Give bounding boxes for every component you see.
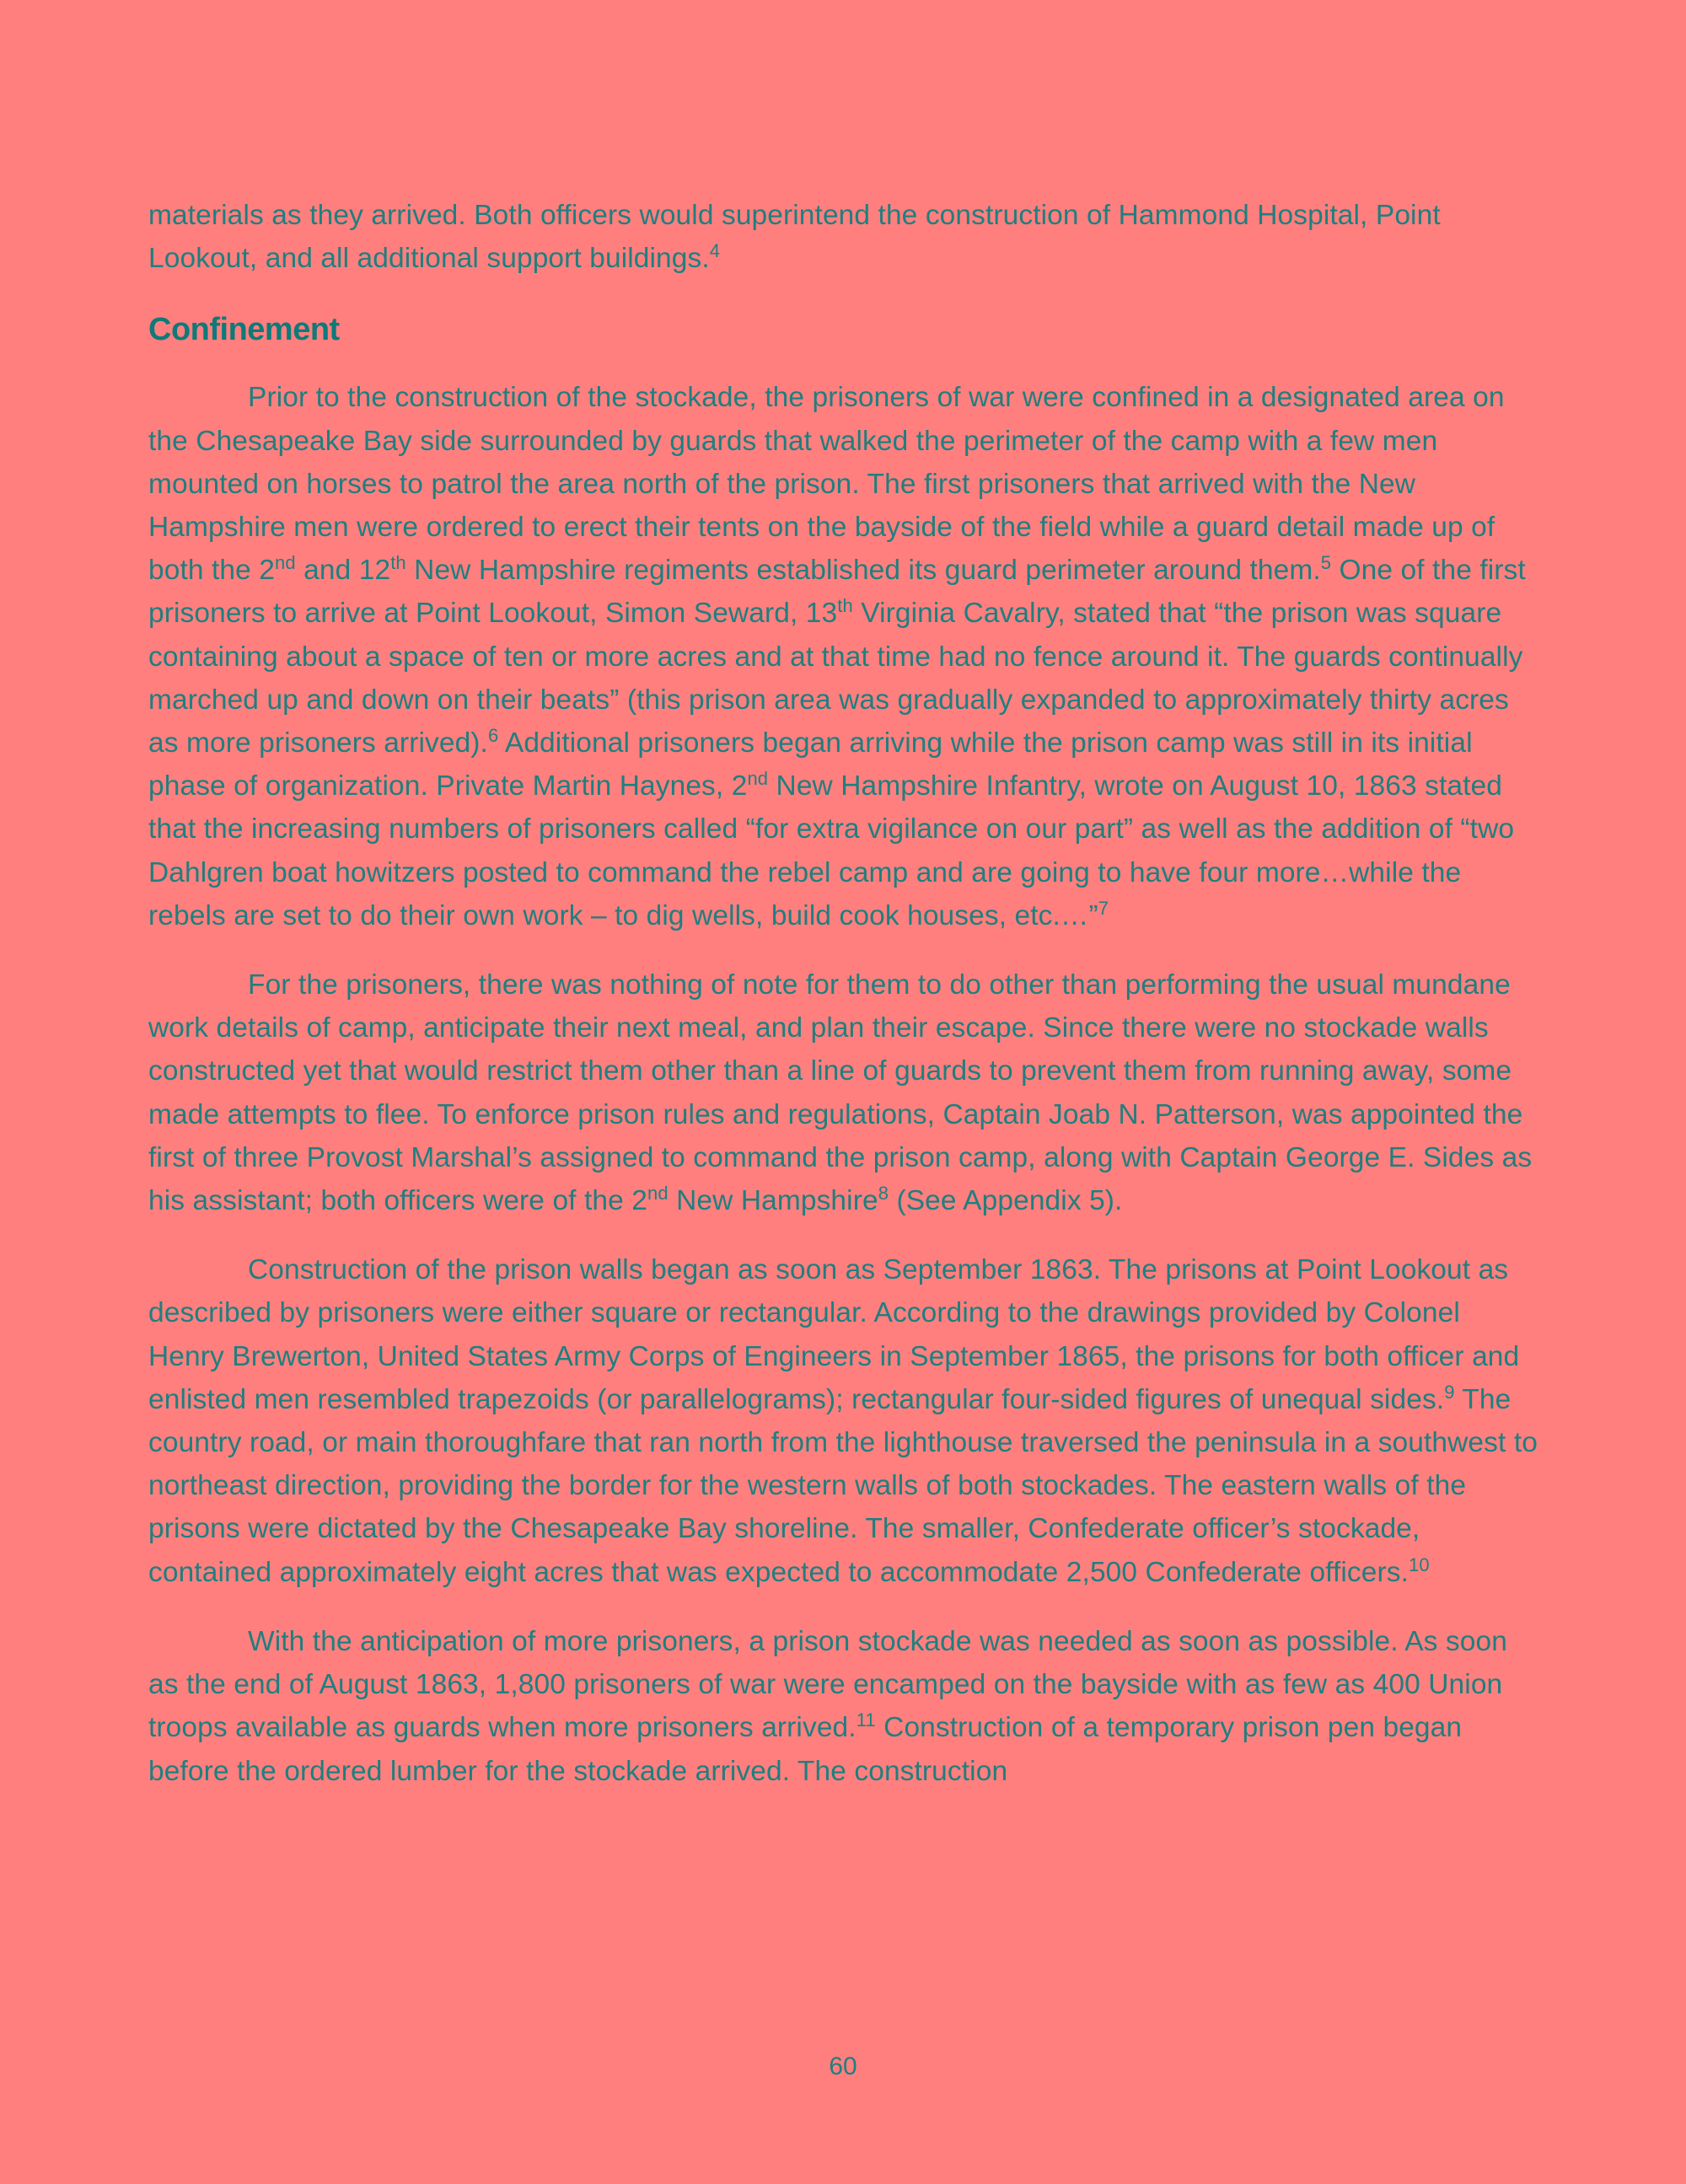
- p1-text-5: Virginia Cavalry, stated that “the prison was square containing about a space of ten or more acres and at that time had no fence around it. The guards continually marched up and down on their beats” (this prison area was gradually expanded to approximately thirty acres as more prisoners arrived).: [148, 598, 1523, 759]
- document-page: [148, 194, 1541, 1793]
- footnote-6: 6: [487, 725, 499, 747]
- p2-ordinal-nd: nd: [647, 1183, 668, 1205]
- p1-text-7: New Hampshire Infantry, wrote on August 10, 1863 stated that the increasing numbers of prisoners called “for extra vigilance on our part” as well as the addition of “two Dahlgren boat howitzers posted to command the rebel camp and are going to have four more…while the rebels are set to do their own work – to dig wells, build cook houses, etc.…”: [148, 770, 1515, 931]
- p3-text-2: The country road, or main thoroughfare that ran north from the lighthouse traversed the peninsula in a southwest to northeast direction, providing the border for the western walls of both stockades. The eastern walls of the prisons were dictated by the Chesapeake Bay shoreline. The smaller, Confederate officer’s stockade, contained approximately eight acres that was expected to accommodate 2,500 Confederate officers.: [148, 1383, 1538, 1588]
- intro-text: materials as they arrived. Both officers would superintend the construction of Hammond Hospital, Point Lookout, and all additional support buildings.: [148, 200, 1441, 275]
- footnote-4: 4: [709, 240, 721, 262]
- p4-text-1: With the anticipation of more prisoners, a prison stockade was needed as soon as possible. As soon as the end of August 1863, 1,800 prisoners of war were encamped on the bayside with as few as 400 Union troops available as guards when more prisoners arrived.: [148, 1625, 1507, 1744]
- p2-text-2: New Hampshire: [668, 1185, 878, 1217]
- footnote-10: 10: [1409, 1553, 1430, 1575]
- footnote-7: 7: [1098, 897, 1109, 919]
- p1-text-4: One of the first prisoners to arrive at Point Lookout, Simon Seward, 13: [148, 555, 1526, 630]
- p1-ordinal-th-2: th: [837, 595, 853, 617]
- footnote-9: 9: [1444, 1381, 1455, 1403]
- p3-text-1: Construction of the prison walls began as soon as September 1863. The prisons at Point Lookout as described by prisoners were either square or rectangular. According to the drawings provided by Colonel Henry Brewerton, United States Army Corps of Engineers in September 1865, the prisons for both officer and enlisted men resembled trapezoids (or parallelograms); rectangular four-sided figures of unequal sides.: [148, 1254, 1520, 1415]
- p1-text-3: New Hampshire regiments established its guard perimeter around them.: [405, 555, 1321, 587]
- p2-text-1: For the prisoners, there was nothing of note for them to do other than performing the usual mundane work details of camp, anticipate their next meal, and plan their escape. Since there were no stockade walls constructed yet that would restrict them other than a line of guards to prevent them from running away, some made attempts to flee. To enforce prison rules and regulations, Captain Joab N. Patterson, was appointed the first of three Provost Marshal’s assigned to command the prison camp, along with Captain George E. Sides as his assistant; both officers were of the 2: [148, 969, 1533, 1217]
- section-heading: Confinement: [148, 312, 340, 348]
- p1-ordinal-nd: nd: [275, 552, 296, 574]
- footnote-8: 8: [878, 1183, 889, 1205]
- p1-text-1: Prior to the construction of the stockade, the prisoners of war were confined in a designated area on the Chesapeake Bay side surrounded by guards that walked the perimeter of the camp with a few men mounted on horses to patrol the area north of the prison. The first prisoners that arrived with the New Hampshire men were ordered to erect their tents on the bayside of the field while a guard detail made up of both the 2: [148, 382, 1505, 587]
- paragraph-1: [148, 376, 1541, 937]
- intro-paragraph: [148, 194, 1541, 280]
- paragraph-2: [148, 963, 1541, 1222]
- p1-ordinal-th: th: [390, 552, 406, 574]
- footnote-11: 11: [856, 1709, 876, 1731]
- p1-text-6: Additional prisoners began arriving while the prison camp was still in its initial phase of organization. Private Martin Haynes, 2: [148, 727, 1473, 802]
- p1-text-2: and 12: [295, 555, 391, 587]
- page-number: 60: [829, 2053, 857, 2080]
- p4-text-2: Construction of a temporary prison pen began before the ordered lumber for the stockade arrived. The construction: [148, 1712, 1463, 1787]
- footnote-5: 5: [1320, 552, 1332, 574]
- paragraph-4: [148, 1620, 1541, 1793]
- p2-text-3: (See Appendix 5).: [889, 1185, 1123, 1217]
- p1-ordinal-nd-2: nd: [747, 768, 769, 790]
- paragraph-3: [148, 1248, 1541, 1594]
